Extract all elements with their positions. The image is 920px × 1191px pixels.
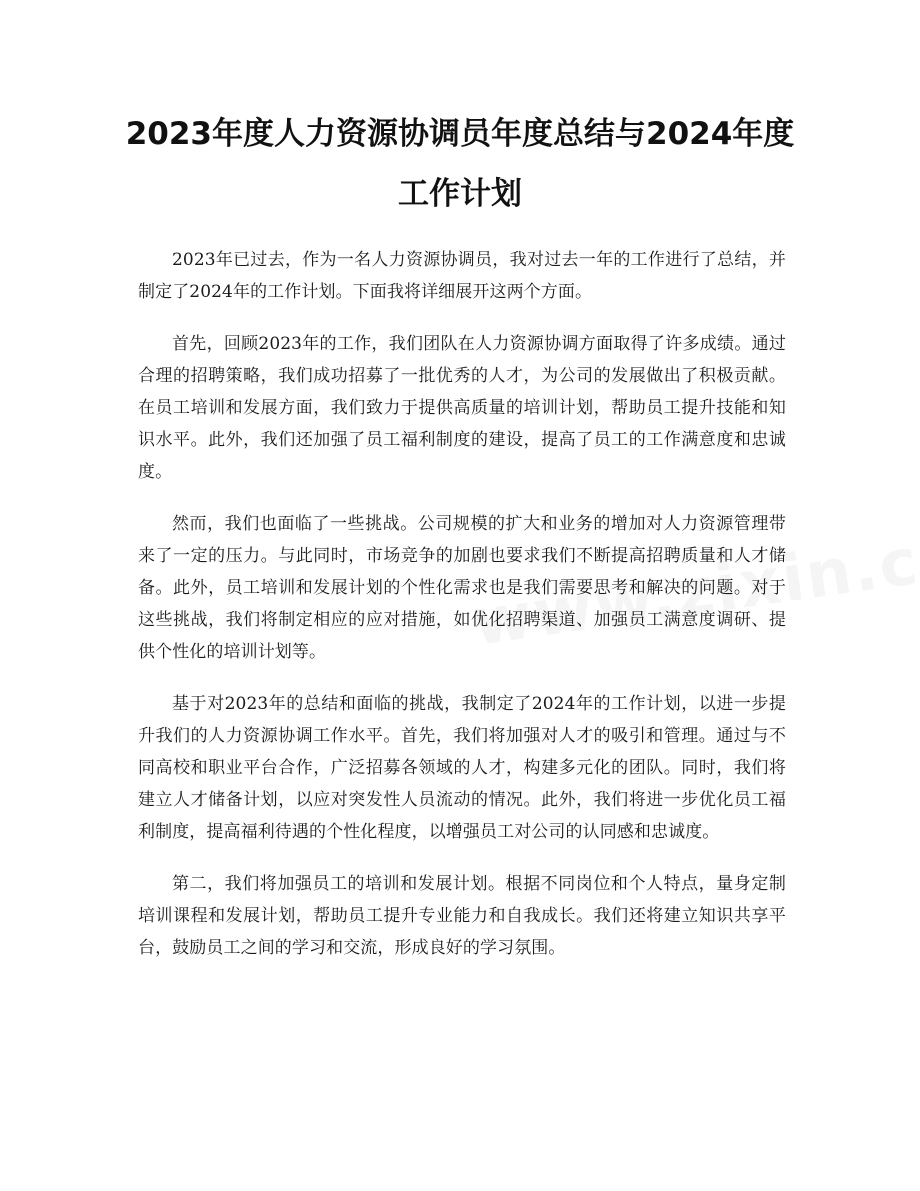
document-title: 2023年度人力资源协调员年度总结与2024年度工作计划 bbox=[125, 116, 795, 212]
paragraph-intro: 2023年已过去，作为一名人力资源协调员，我对过去一年的工作进行了总结，并制定了2024年的工作计划。下面我将详细展开这两个方面。 bbox=[138, 250, 786, 302]
paragraph-plan-2024: 基于对2023年的总结和面临的挑战，我制定了2024年的工作计划，以进一步提升我们的人力资源协调工作水平。首先，我们将加强对人才的吸引和管理。通过与不同高校和职业平台合作，广泛招募各领域的人才，构建多元化的团队。同时，我们将建立人才储备计划，以应对突发性人员流动的情况。此外，我们将进一步优化员工福利制度，提高福利待遇的个性化程度，以增强员工对公司的认同感和忠诚度。 bbox=[138, 694, 786, 842]
paragraph-challenges: 然而，我们也面临了一些挑战。公司规模的扩大和业务的增加对人力资源管理带来了一定的压力。与此同时，市场竞争的加剧也要求我们不断提高招聘质量和人才储备。此外，员工培训和发展计划的个性化需求也是我们需要思考和解决的问题。对于这些挑战，我们将制定相应的应对措施，如优化招聘渠道、加强员工满意度调研、提供个性化的培训计划等。 bbox=[138, 514, 786, 662]
paragraph-review-2023: 首先，回顾2023年的工作，我们团队在人力资源协调方面取得了许多成绩。通过合理的招聘策略，我们成功招募了一批优秀的人才，为公司的发展做出了积极贡献。在员工培训和发展方面，我们致力于提供高质量的培训计划，帮助员工提升技能和知识水平。此外，我们还加强了员工福利制度的建设，提高了员工的工作满意度和忠诚度。 bbox=[138, 334, 786, 482]
paragraph-training-plan: 第二，我们将加强员工的培训和发展计划。根据不同岗位和个人特点，量身定制培训课程和发展计划，帮助员工提升专业能力和自我成长。我们还将建立知识共享平台，鼓励员工之间的学习和交流，形成良好的学习氛围。 bbox=[138, 874, 786, 958]
